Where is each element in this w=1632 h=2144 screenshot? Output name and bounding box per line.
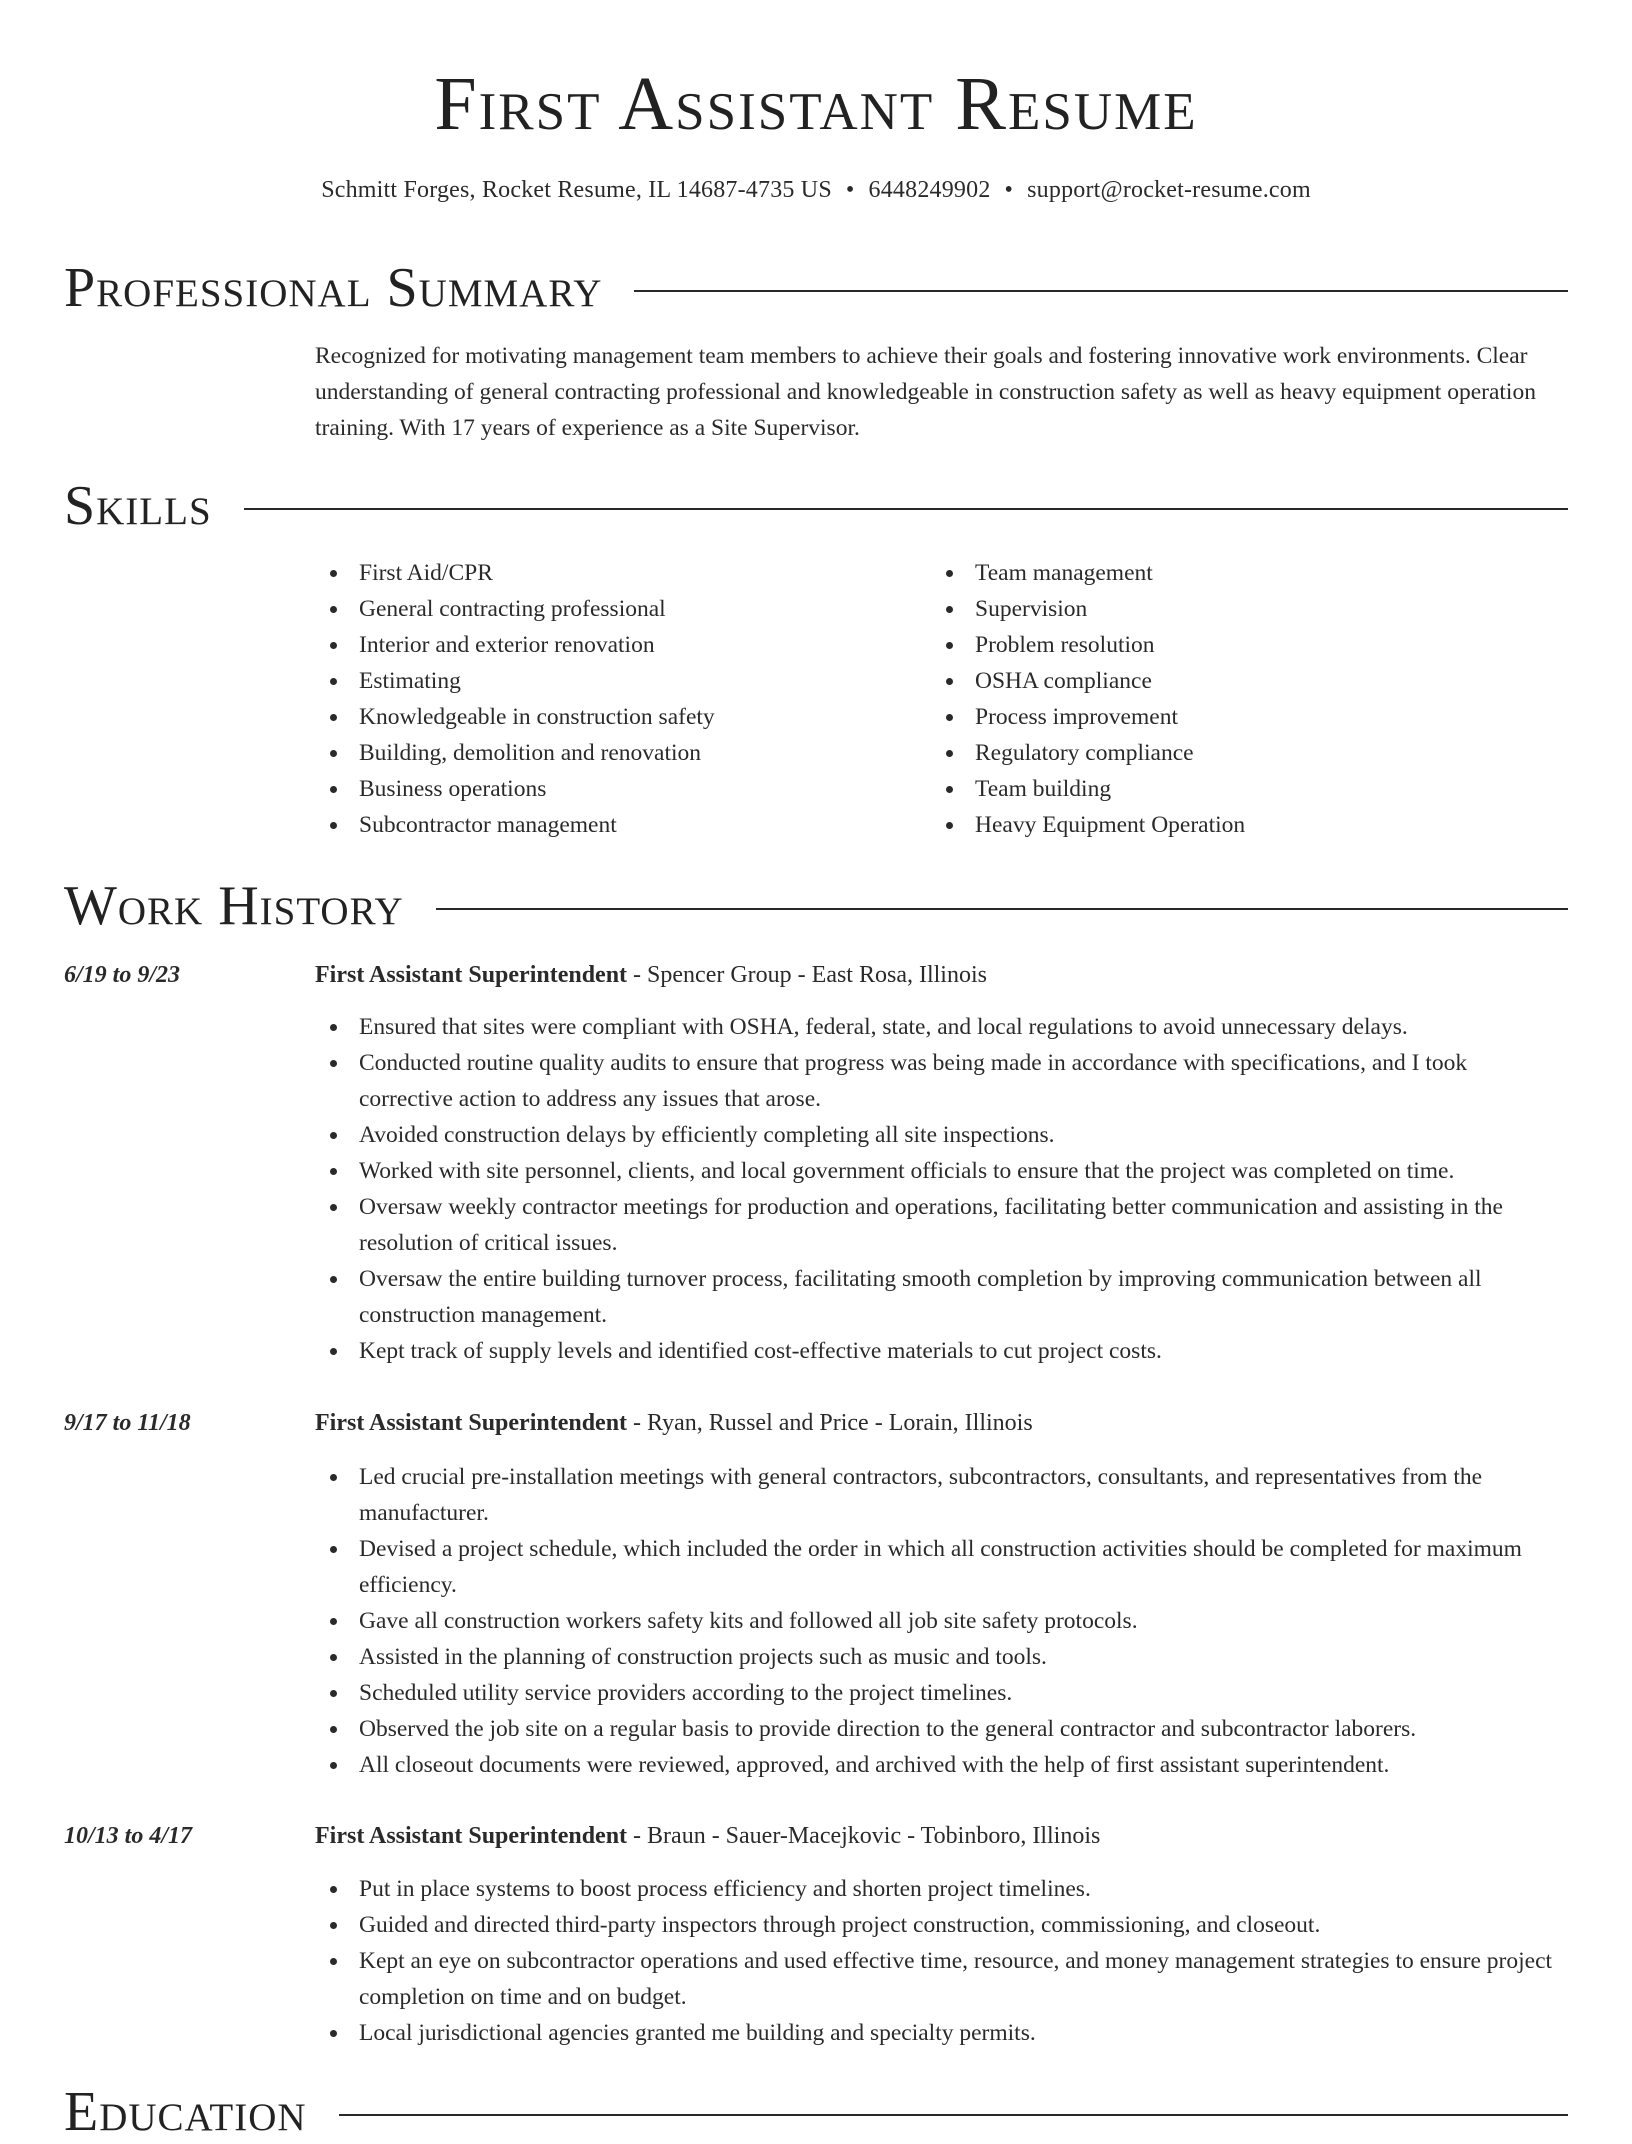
education-section-header: [64, 2080, 1568, 2144]
skill-item: Supervision: [931, 591, 1531, 627]
phone: 6448249902: [868, 177, 991, 203]
job-bullet: All closeout documents were reviewed, approved, and archived with the help of first assistant superintendent.: [315, 1747, 1565, 1783]
skill-item: Subcontractor management: [315, 807, 915, 843]
address: Schmitt Forges, Rocket Resume, IL 14687-4735 US: [321, 177, 832, 203]
job-bullets: [315, 1459, 1565, 1783]
job-title: First Assistant Superintendent: [315, 1823, 628, 1849]
job-bullet: Avoided construction delays by efficiently completing all site inspections.: [315, 1117, 1565, 1153]
job-bullet: Local jurisdictional agencies granted me building and specialty permits.: [315, 2015, 1565, 2051]
job-heading: [315, 957, 987, 993]
job-employer: - Spencer Group - East Rosa, Illinois: [627, 962, 987, 988]
section-divider: [244, 508, 1568, 510]
separator: •: [1004, 177, 1014, 203]
job-bullet: Put in place systems to boost process efficiency and shorten project timelines.: [315, 1871, 1565, 1907]
skills-section-header: [64, 474, 1568, 538]
job-bullet: Conducted routine quality audits to ensure that progress was being made in accordance with specifications, and I took corrective action to address any issues that arose.: [315, 1045, 1565, 1117]
section-title-skills: Skills: [64, 475, 212, 537]
resume-title: First Assistant Resume: [434, 62, 1198, 146]
skill-item: Building, demolition and renovation: [315, 735, 915, 771]
section-divider: [339, 2114, 1568, 2116]
work-section-header: [64, 874, 1568, 938]
skills-list-right: [931, 555, 1531, 843]
skill-item: Process improvement: [931, 699, 1531, 735]
job-bullet: Oversaw weekly contractor meetings for production and operations, facilitating better communication and assisting in the resolution of critical issues.: [315, 1189, 1565, 1261]
section-title-summary: Professional Summary: [64, 257, 603, 319]
job-bullet: Kept an eye on subcontractor operations and used effective time, resource, and money management strategies to ensure project completion on time and on budget.: [315, 1943, 1565, 2015]
skill-item: Estimating: [315, 663, 915, 699]
job-dates: 9/17 to 11/18: [64, 1410, 191, 1436]
job-bullet: Scheduled utility service providers according to the project timelines.: [315, 1675, 1565, 1711]
section-divider: [634, 290, 1568, 292]
job-bullet: Assisted in the planning of construction projects such as music and tools.: [315, 1639, 1565, 1675]
skill-item: Team building: [931, 771, 1531, 807]
skill-item: Business operations: [315, 771, 915, 807]
skill-item: Problem resolution: [931, 627, 1531, 663]
section-divider: [436, 908, 1568, 910]
job-title: First Assistant Superintendent: [315, 1410, 628, 1436]
contact-line: [0, 173, 1632, 207]
skill-item: Interior and exterior renovation: [315, 627, 915, 663]
job-dates: 10/13 to 4/17: [64, 1823, 193, 1849]
skills-list-left: [315, 555, 915, 843]
job-bullet: Gave all construction workers safety kits and followed all job site safety protocols.: [315, 1603, 1565, 1639]
job-bullets: [315, 1871, 1565, 2051]
skill-item: OSHA compliance: [931, 663, 1531, 699]
summary-section-header: [64, 256, 1568, 320]
skill-item: Regulatory compliance: [931, 735, 1531, 771]
skill-item: Team management: [931, 555, 1531, 591]
job-heading: [315, 1818, 1100, 1854]
job-title: First Assistant Superintendent: [315, 962, 628, 988]
section-title-work: Work History: [64, 875, 404, 937]
section-title-education: Education: [64, 2081, 307, 2143]
job-heading: [315, 1405, 1033, 1441]
job-employer: - Ryan, Russel and Price - Lorain, Illinois: [627, 1410, 1033, 1436]
job-bullet: Guided and directed third-party inspectors through project construction, commissioning, and closeout.: [315, 1907, 1565, 1943]
skill-item: General contracting professional: [315, 591, 915, 627]
job-bullet: Led crucial pre-installation meetings with general contractors, subcontractors, consultants, and representatives from the manufacturer.: [315, 1459, 1565, 1531]
separator: •: [845, 177, 855, 203]
skill-item: Heavy Equipment Operation: [931, 807, 1531, 843]
job-bullets: [315, 1009, 1565, 1369]
job-bullet: Worked with site personnel, clients, and local government officials to ensure that the project was completed on time.: [315, 1153, 1565, 1189]
summary-text: Recognized for motivating management team members to achieve their goals and fostering innovative work environments. Clear understanding of general contracting professional and knowledgeable in construction safety as well as heavy equipment operation training. With 17 years of experience as a Site Supervisor.: [315, 343, 1536, 441]
job-dates: 6/19 to 9/23: [64, 962, 181, 988]
job-bullet: Ensured that sites were compliant with OSHA, federal, state, and local regulations to avoid unnecessary delays.: [315, 1009, 1565, 1045]
job-bullet: Devised a project schedule, which included the order in which all construction activities should be completed for maximum efficiency.: [315, 1531, 1565, 1603]
skill-item: First Aid/CPR: [315, 555, 915, 591]
skill-item: Knowledgeable in construction safety: [315, 699, 915, 735]
job-bullet: Observed the job site on a regular basis to provide direction to the general contractor and subcontractor laborers.: [315, 1711, 1565, 1747]
job-employer: - Braun - Sauer-Macejkovic - Tobinboro, Illinois: [627, 1823, 1101, 1849]
job-bullet: Oversaw the entire building turnover process, facilitating smooth completion by improving communication between all construction management.: [315, 1261, 1565, 1333]
job-bullet: Kept track of supply levels and identified cost-effective materials to cut project costs.: [315, 1333, 1565, 1369]
email: support@rocket-resume.com: [1027, 177, 1311, 203]
